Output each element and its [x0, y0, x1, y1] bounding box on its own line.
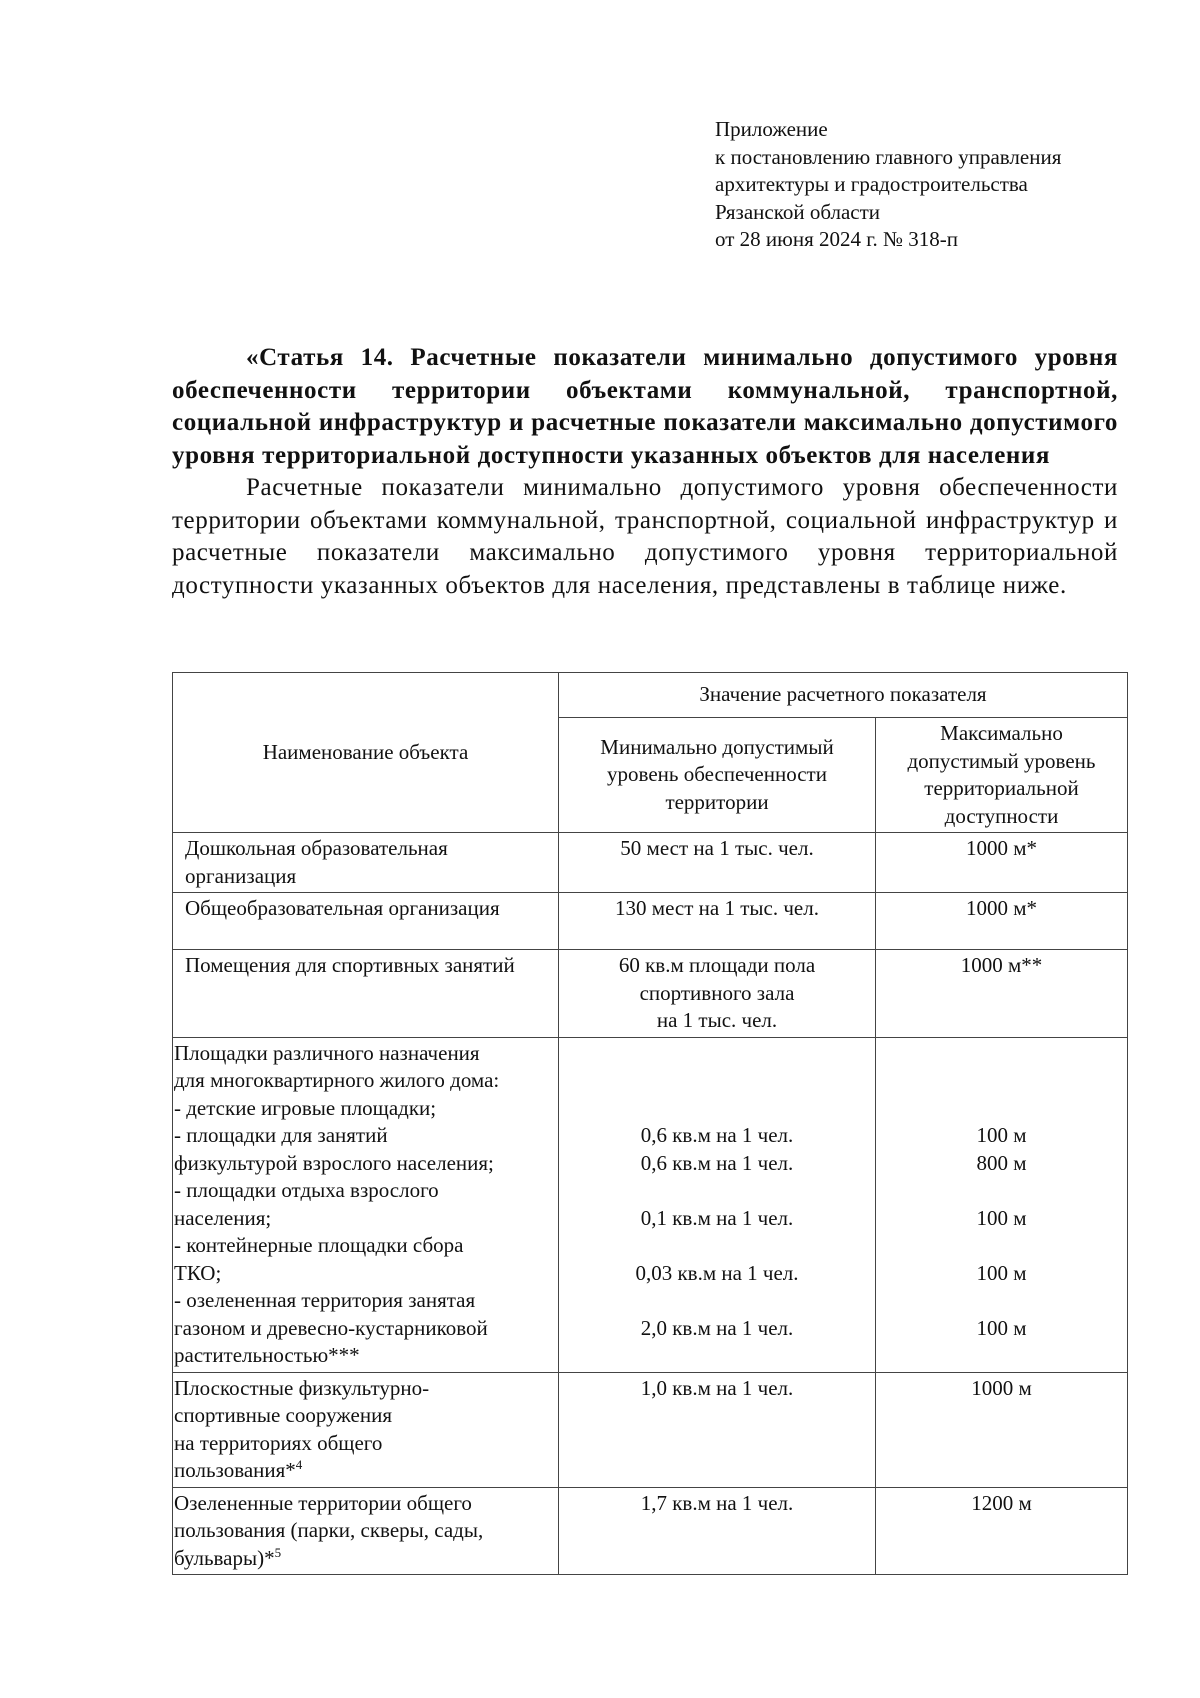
row-max-yards	[876, 1037, 1128, 1372]
cell-line: населения;	[174, 1205, 272, 1230]
appendix-line: к постановлению главного управления	[715, 144, 1062, 169]
row-min-school: 130 мест на 1 тыс. чел.	[559, 893, 876, 950]
row-name-yards	[173, 1037, 559, 1372]
cell-line: ТКО;	[174, 1260, 222, 1285]
article-heading: «Статья 14. Расчетные показатели минимально допустимого уровня обеспеченности территории объектами коммунальной, транспортной, социальной инфраструктур и расчетные показатели максимально допустимого уровня территориальной доступности указанных объектов для населения	[172, 344, 1118, 469]
row-max-sports-rooms: 1000 м**	[876, 950, 1128, 1038]
header-max-access: Максимально допустимый уровень территориальной доступности	[876, 718, 1128, 833]
row-name-sports-rooms: Помещения для спортивных занятий	[173, 950, 559, 1038]
table-row	[173, 1487, 1128, 1575]
table-row	[173, 950, 1128, 1038]
cell-line: 800 м	[976, 1150, 1027, 1175]
header-min-level: Минимально допустимый уровень обеспеченности территории	[559, 718, 876, 833]
cell-line: 60 кв.м площади пола	[618, 953, 816, 977]
table-header-row	[173, 673, 1128, 718]
cell-line: - детские игровые площадки;	[174, 1095, 437, 1120]
cell-line: 100 м	[976, 1123, 1027, 1147]
row-max-sports-grounds: 1000 м	[876, 1372, 1128, 1487]
cell-line: физкультурой взрослого населения;	[174, 1150, 494, 1175]
row-name-preschool: Дошкольная образовательная организация	[173, 833, 559, 893]
cell-line: - контейнерные площадки сбора	[174, 1233, 464, 1257]
cell-line: Площадки различного назначения	[174, 1040, 480, 1065]
appendix-line: Рязанской области	[715, 199, 881, 224]
cell-line	[174, 1545, 552, 1573]
cell-line: на 1 тыс. чел.	[656, 1008, 778, 1032]
table-row	[173, 893, 1128, 950]
cell-line: растительностью***	[174, 1343, 360, 1367]
footnote-marker: 5	[274, 1544, 282, 1560]
row-min-yards	[559, 1037, 876, 1372]
row-min-parks: 1,7 кв.м на 1 чел.	[559, 1487, 876, 1575]
cell-line: 100 м	[976, 1315, 1027, 1340]
row-name-school: Общеобразовательная организация	[173, 893, 559, 950]
norms-table	[172, 672, 1128, 1575]
row-name-sports-grounds	[173, 1372, 559, 1487]
cell-line	[174, 1457, 552, 1485]
appendix-line: архитектуры и градостроительства	[715, 172, 1028, 196]
cell-line: 0,03 кв.м на 1 чел.	[635, 1260, 799, 1285]
table-row	[173, 833, 1128, 893]
cell-line: 2,0 кв.м на 1 чел.	[640, 1315, 794, 1340]
cell-line: на территориях общего	[174, 1430, 383, 1455]
cell-text: бульвары)*	[174, 1545, 275, 1570]
row-max-parks: 1200 м	[876, 1487, 1128, 1575]
cell-line: спортивные сооружения	[174, 1403, 392, 1427]
article-section	[172, 342, 1118, 602]
cell-text: пользования*	[174, 1458, 296, 1482]
row-min-sports-rooms	[559, 950, 876, 1038]
article-intro-paragraph: Расчетные показатели минимально допустимого уровня обеспеченности территории объектами коммунальной, транспортной, социальной инфраструктур и расчетные показатели максимально допустимого уровня территориальной доступности указанных объектов для населения, представлены в таблице ниже.	[172, 474, 1118, 599]
cell-line: спортивного зала	[639, 980, 795, 1005]
cell-line: газоном и древесно-кустарниковой	[174, 1315, 488, 1340]
appendix-block	[715, 116, 1061, 254]
cell-line: 0,1 кв.м на 1 чел.	[640, 1205, 794, 1230]
row-name-parks	[173, 1487, 559, 1575]
footnote-marker: 4	[295, 1457, 303, 1472]
header-value-group: Значение расчетного показателя	[559, 673, 1128, 718]
cell-line: Плоскостные физкультурно-	[174, 1375, 430, 1400]
cell-line: - площадки для занятий	[174, 1123, 388, 1147]
cell-line: 100 м	[976, 1260, 1027, 1285]
cell-line: для многоквартирного жилого дома:	[174, 1068, 500, 1092]
appendix-line: от 28 июня 2024 г. № 318-п	[715, 227, 958, 251]
table-row	[173, 1037, 1128, 1372]
cell-line: - площадки отдыха взрослого	[174, 1178, 439, 1202]
cell-line: - озелененная территория занятая	[174, 1288, 476, 1312]
row-max-preschool: 1000 м*	[876, 833, 1128, 893]
appendix-line: Приложение	[715, 117, 828, 141]
cell-line: 100 м	[976, 1205, 1027, 1230]
row-min-sports-grounds: 1,0 кв.м на 1 чел.	[559, 1372, 876, 1487]
cell-line: 0,6 кв.м на 1 чел.	[640, 1150, 794, 1175]
cell-line: Озелененные территории общего	[174, 1490, 472, 1515]
cell-line: 0,6 кв.м на 1 чел.	[640, 1123, 794, 1147]
header-object-name: Наименование объекта	[173, 673, 559, 833]
cell-line: пользования (парки, скверы, сады,	[174, 1518, 484, 1542]
row-max-school: 1000 м*	[876, 893, 1128, 950]
row-min-preschool: 50 мест на 1 тыс. чел.	[559, 833, 876, 893]
table-row	[173, 1372, 1128, 1487]
